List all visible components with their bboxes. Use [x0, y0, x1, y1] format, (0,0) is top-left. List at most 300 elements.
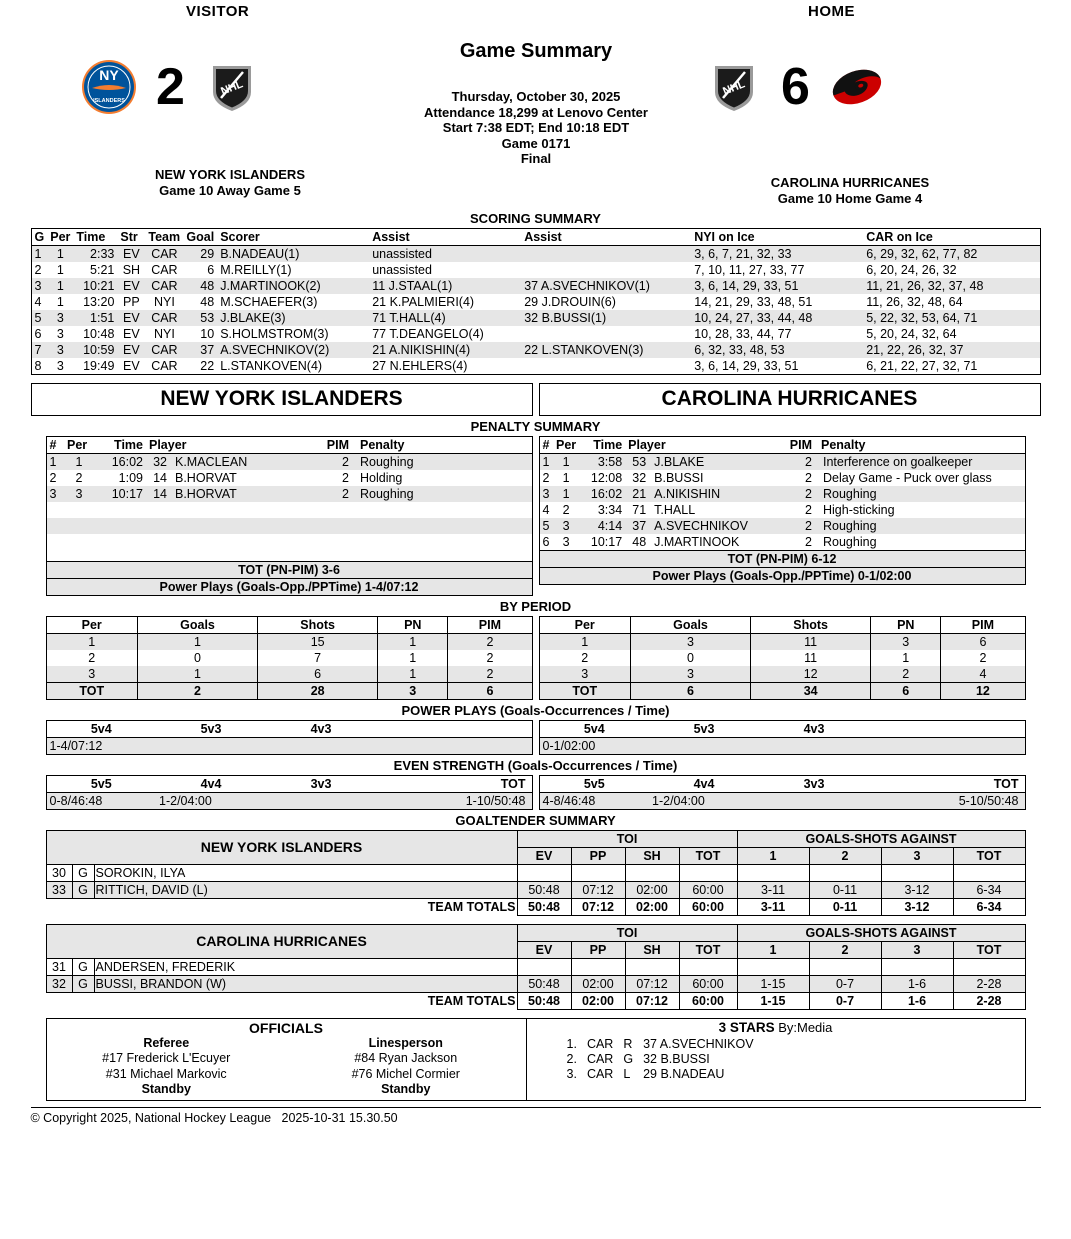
- col-player: Player: [146, 437, 318, 454]
- goalie-p3: [881, 958, 953, 975]
- pp-5v4-home: 0-1/02:00: [539, 737, 649, 754]
- home-team-name: CAROLINA HURRICANES: [770, 175, 930, 190]
- goalie-gtot: [953, 864, 1025, 881]
- by-period-row: [46, 650, 532, 666]
- assist-1: 71 T.HALL(4): [369, 310, 521, 326]
- by-period-pn: 1: [871, 650, 941, 666]
- even-strength-table-home: [539, 775, 1026, 810]
- officials-title: OFFICIALS: [249, 1019, 323, 1036]
- penalty-time: 1:09: [118, 471, 143, 485]
- game-number: Game 0171: [501, 135, 571, 151]
- by-period-pn: 2: [871, 666, 941, 683]
- col-pn: PN: [871, 616, 941, 633]
- penalty-empty-cell: [170, 502, 318, 518]
- penalty-player-number: 53: [632, 455, 647, 469]
- goal-period: 3: [47, 310, 73, 326]
- penalty-player-number: 48: [632, 535, 647, 549]
- svg-text:NHL: NHL: [721, 78, 747, 98]
- referee-label: Referee: [143, 1035, 190, 1050]
- goal-strength: EV: [123, 359, 140, 373]
- goal-strength: SH: [122, 263, 141, 277]
- team-total-ev: 50:48: [517, 992, 571, 1009]
- penalty-player-number: 21: [632, 487, 647, 501]
- goal-team: CAR: [145, 246, 183, 263]
- by-period-total-pn: 6: [871, 682, 941, 699]
- team-total-tot: 60:00: [679, 992, 737, 1009]
- three-stars-by: By:Media: [778, 1019, 833, 1035]
- goalie-p1: [737, 864, 809, 881]
- goalie-gtot: [953, 958, 1025, 975]
- penalty-infraction: Holding: [360, 471, 403, 485]
- penalty-time: 16:02: [590, 487, 623, 501]
- goalie-sh: [625, 958, 679, 975]
- penalty-row: [539, 502, 1025, 518]
- team-total-pp: 07:12: [571, 898, 625, 915]
- by-period-per: 3: [46, 666, 137, 683]
- away-score: 2: [156, 58, 185, 116]
- penalty-time: 12:08: [590, 471, 623, 485]
- penalty-total-away: TOT (PN-PIM) 3-6: [46, 561, 532, 578]
- goal-strength: EV: [117, 342, 145, 358]
- page-header: [0, 0, 1071, 208]
- away-team-games: Game 10 Away Game 5: [159, 183, 301, 198]
- visitor-label: VISITOR: [186, 3, 250, 20]
- linesperson-2: #76 Michel Cormier: [351, 1066, 460, 1081]
- scoring-row: [31, 310, 1040, 326]
- carolina-hurricanes-logo: [828, 58, 886, 116]
- goaltender-summary-title: GOALTENDER SUMMARY: [455, 812, 616, 828]
- linesperson-1: #84 Ryan Jackson: [354, 1051, 458, 1065]
- penalty-period: 1: [75, 455, 83, 469]
- col-time: Time: [579, 437, 625, 454]
- scoring-row: [31, 358, 1040, 375]
- scoring-summary-title: SCORING SUMMARY: [470, 211, 601, 226]
- table-header-row: [46, 775, 532, 792]
- penalty-number: 6: [542, 535, 550, 549]
- by-period-total-goals: 2: [137, 682, 257, 699]
- by-period-table-home: [539, 616, 1026, 700]
- penalty-pim: 2: [805, 519, 812, 533]
- by-period-goals: 1: [137, 633, 257, 650]
- by-period-row: [539, 650, 1025, 666]
- col-assist-2: Assist: [521, 229, 691, 246]
- assist-1: unassisted: [372, 263, 432, 277]
- penalty-total-home: TOT (PN-PIM) 6-12: [539, 551, 1025, 568]
- col-5v3: 5v3: [156, 720, 266, 737]
- penalty-number: 5: [542, 519, 550, 533]
- col-player: Player: [625, 437, 785, 454]
- nyi-on-ice: 3, 6, 14, 29, 33, 51: [691, 278, 863, 294]
- penalty-total-row-away: [46, 561, 532, 578]
- penalty-row: [539, 518, 1025, 534]
- team-total-p3: 1-6: [881, 992, 953, 1009]
- center-info-block: [346, 40, 726, 167]
- col-gsa-tot: TOT: [953, 941, 1025, 958]
- penalty-row: [539, 486, 1025, 502]
- goal-strength: EV: [123, 327, 140, 341]
- generated-timestamp: 2025-10-31 15.30.50: [281, 1110, 398, 1125]
- svg-text:ISLANDERS: ISLANDERS: [93, 98, 125, 104]
- goalie-position: G: [72, 958, 94, 975]
- officials-block: [47, 1019, 527, 1100]
- copyright-text: © Copyright 2025, National Hockey League: [30, 1110, 272, 1125]
- penalty-empty-cell: [46, 534, 64, 550]
- col-4v4: 4v4: [649, 775, 759, 792]
- goalie-name: RITTICH, DAVID (L): [94, 881, 517, 898]
- assist-2: 37 A.SVECHNIKOV(1): [521, 278, 691, 294]
- goalie-ev: [517, 958, 571, 975]
- col-pen-num: #: [539, 437, 553, 454]
- penalty-period: 2: [75, 471, 83, 485]
- goal-strength: EV: [117, 278, 145, 294]
- by-period-per: 2: [46, 650, 137, 666]
- penalty-player-name: K.MACLEAN: [175, 455, 248, 469]
- penalty-number: 2: [542, 471, 550, 485]
- star-rank: 3.: [566, 1066, 577, 1081]
- goaltender-row: [46, 881, 1025, 898]
- goaltender-totals-row: [46, 992, 1025, 1009]
- col-pim: PIM: [941, 616, 1025, 633]
- col-strength: Str: [117, 229, 145, 246]
- penalty-empty-cell: [352, 518, 532, 534]
- banner-home-team: CAROLINA HURRICANES: [539, 383, 1041, 416]
- penalty-total-row-home: [539, 551, 1025, 568]
- assist-2: [521, 246, 691, 263]
- goalie-sh: 07:12: [625, 975, 679, 992]
- scoring-row: [31, 294, 1040, 310]
- goalie-p3: 3-12: [881, 881, 953, 898]
- team-total-p2: 0-7: [809, 992, 881, 1009]
- by-period-pim: 2: [486, 650, 494, 665]
- by-period-row: [539, 666, 1025, 683]
- col-time: Time: [94, 437, 146, 454]
- col-pen-num: #: [46, 437, 64, 454]
- es-tot-away: 1-10/50:48: [376, 792, 532, 809]
- goal-number: 1: [31, 246, 47, 263]
- es-tot-home: 5-10/50:48: [869, 792, 1025, 809]
- col-team: Team: [145, 229, 183, 246]
- penalty-player-number: 71: [632, 503, 647, 517]
- linesperson-column: [286, 1036, 526, 1098]
- penalty-time: 4:14: [597, 519, 623, 533]
- table-header-row: [46, 830, 1025, 847]
- penalty-infraction: Delay Game - Puck over glass: [823, 471, 992, 485]
- by-period-shots: 11: [751, 650, 871, 666]
- goaltender-tables: [46, 830, 1026, 1010]
- by-period-goals: 0: [630, 650, 750, 666]
- scorer-number: 22: [200, 359, 215, 373]
- col-gsa-3: 3: [881, 847, 953, 864]
- scoring-row: [31, 342, 1040, 358]
- penalty-player-name: J.MARTINOOK: [654, 535, 740, 549]
- goalie-name: BUSSI, BRANDON (W): [94, 975, 517, 992]
- penalty-infraction: Interference on goalkeeper: [823, 455, 973, 469]
- goalie-tot: [679, 864, 737, 881]
- es-5v5-away: 0-8/46:48: [46, 792, 156, 809]
- penalty-period: 3: [562, 519, 570, 533]
- referee-1: #17 Frederick L'Ecuyer: [102, 1051, 231, 1065]
- goal-period: 1: [47, 278, 73, 294]
- by-period-total-per: TOT: [46, 682, 137, 699]
- penalty-table-away: [46, 436, 533, 596]
- penalty-player-name: A.NIKISHIN: [654, 487, 721, 501]
- goal-team: CAR: [145, 342, 183, 358]
- home-label: HOME: [808, 3, 855, 20]
- goal-time: 19:49: [83, 359, 115, 373]
- scoring-row: [31, 278, 1040, 294]
- gsa-group-label: GOALS-SHOTS AGAINST: [737, 830, 1025, 847]
- nhl-shield-logo: [705, 58, 763, 116]
- star-position: L: [623, 1066, 631, 1081]
- goal-scorer: A.SVECHNIKOV(2): [217, 342, 369, 358]
- goalie-pp: 07:12: [571, 881, 625, 898]
- goaltender-table-away: [46, 830, 1026, 916]
- penalty-period: 1: [562, 471, 570, 485]
- goalie-p2: 0-11: [809, 881, 881, 898]
- penalty-player-number: 32: [632, 471, 647, 485]
- goal-number: 5: [31, 310, 47, 326]
- penalty-empty-cell: [318, 534, 352, 550]
- col-tot: TOT: [869, 775, 1025, 792]
- star-rank: 1.: [566, 1036, 577, 1051]
- penalty-infraction: Roughing: [360, 455, 414, 469]
- penalty-pim: 2: [805, 535, 812, 549]
- col-4v4: 4v4: [156, 775, 266, 792]
- page-footer: [31, 1107, 1041, 1125]
- by-period-pim: 2: [486, 666, 494, 681]
- goalie-tot: [679, 958, 737, 975]
- assist-2: [521, 358, 691, 375]
- scorer-number: 48: [200, 295, 215, 309]
- by-period-pim: 2: [979, 650, 987, 665]
- goal-strength: EV: [117, 246, 145, 263]
- star-player: 32 B.BUSSI: [643, 1051, 710, 1066]
- goal-number: 7: [31, 342, 47, 358]
- nhl-shield-logo: [203, 58, 261, 116]
- penalty-period: 1: [562, 487, 570, 501]
- col-blank: [869, 720, 1025, 737]
- penalty-empty-cell: [64, 534, 94, 550]
- col-tot: TOT: [376, 775, 532, 792]
- nyi-on-ice: 10, 24, 27, 33, 44, 48: [691, 310, 863, 326]
- by-period-goals: 1: [137, 666, 257, 683]
- goaltender-row: [46, 864, 1025, 881]
- scorer-number: 37: [183, 342, 217, 358]
- goalie-gtot: 2-28: [953, 975, 1025, 992]
- ny-islanders-logo: [80, 58, 138, 116]
- penalty-empty-cell: [146, 534, 170, 550]
- goalie-p2: 0-7: [809, 975, 881, 992]
- by-period-row: [46, 633, 532, 650]
- goal-time: 10:48: [83, 327, 115, 341]
- by-period-total-shots: 34: [751, 682, 871, 699]
- col-scorer: Scorer: [217, 229, 369, 246]
- col-toi-tot: TOT: [679, 847, 737, 864]
- nyi-on-ice: 10, 28, 33, 44, 77: [694, 327, 792, 341]
- by-period-title: BY PERIOD: [499, 598, 572, 614]
- penalty-player-number: 37: [632, 519, 647, 533]
- table-header-row: [46, 616, 532, 633]
- table-row: [46, 737, 532, 754]
- goaltender-row: [46, 958, 1025, 975]
- team-total-gtot: 6-34: [953, 898, 1025, 915]
- by-period-shots: 11: [751, 633, 871, 650]
- svg-text:NY: NY: [99, 67, 119, 83]
- penalty-number: 3: [542, 487, 550, 501]
- col-period: Per: [553, 437, 579, 454]
- team-total-p2: 0-11: [809, 898, 881, 915]
- penalty-player-name: T.HALL: [654, 503, 696, 517]
- penalty-table-home: [539, 436, 1026, 585]
- penalty-player-number: 32: [153, 455, 167, 469]
- goalie-p2: [809, 958, 881, 975]
- assist-1: 77 T.DEANGELO(4): [372, 327, 484, 341]
- goalie-tot: 60:00: [679, 975, 737, 992]
- es-5v5-home: 4-8/46:48: [539, 792, 649, 809]
- assist-2: [521, 326, 691, 342]
- star-team: CAR: [586, 1051, 614, 1066]
- star-team: CAR: [586, 1066, 614, 1081]
- col-gsa-1: 1: [737, 941, 809, 958]
- penalty-player-name: B.HORVAT: [175, 471, 237, 485]
- penalty-pim: 2: [805, 455, 812, 469]
- goal-time: 2:33: [73, 246, 117, 263]
- es-4v4-home: 1-2/04:00: [649, 792, 759, 809]
- goal-number: 4: [34, 295, 42, 309]
- goal-period: 3: [56, 327, 64, 341]
- by-period-shots: 6: [258, 666, 378, 683]
- goaltender-table-home: [46, 924, 1026, 1010]
- col-goals: Goals: [137, 616, 257, 633]
- penalty-player-number: 14: [153, 471, 167, 485]
- scorer-number: 29: [183, 246, 217, 263]
- penalty-time: 3:34: [597, 503, 623, 517]
- away-team-name: NEW YORK ISLANDERS: [155, 167, 305, 182]
- start-end-times: Start 7:38 EDT; End 10:18 EDT: [442, 120, 630, 135]
- goalie-sh: 02:00: [625, 881, 679, 898]
- goalie-name: ANDERSEN, FREDERIK: [94, 958, 517, 975]
- goalie-pp: [571, 958, 625, 975]
- scorer-number: 6: [207, 263, 215, 277]
- col-5v3: 5v3: [649, 720, 759, 737]
- car-on-ice: 11, 21, 26, 32, 37, 48: [863, 278, 1040, 294]
- penalty-player-name: J.BLAKE: [654, 455, 705, 469]
- toi-group-label: TOI: [517, 830, 737, 847]
- col-gsa-2: 2: [809, 847, 881, 864]
- pp-5v3-away: [156, 737, 266, 754]
- assist-1: 21 K.PALMIERI(4): [372, 295, 475, 309]
- penalty-spacer: [46, 550, 532, 561]
- assist-2: 29 J.DROUIN(6): [524, 295, 616, 309]
- star-rank: 2.: [566, 1051, 577, 1066]
- by-period-per: 2: [539, 650, 630, 666]
- goal-strength: EV: [117, 310, 145, 326]
- by-period-goals: 3: [630, 633, 750, 650]
- car-on-ice: 6, 29, 32, 62, 77, 82: [863, 246, 1040, 263]
- by-period-shots: 15: [258, 633, 378, 650]
- penalty-period: 2: [562, 503, 570, 517]
- goal-time: 10:21: [73, 278, 117, 294]
- scorer-number: 48: [183, 278, 217, 294]
- star-position: G: [623, 1051, 634, 1066]
- goalie-team-away: NEW YORK ISLANDERS: [46, 830, 517, 864]
- penalty-number: 1: [542, 455, 550, 469]
- goalie-team-home: CAROLINA HURRICANES: [46, 924, 517, 958]
- pp-blank-away: [376, 737, 532, 754]
- goaltender-totals-row: [46, 898, 1025, 915]
- col-goals: Goals: [630, 616, 750, 633]
- by-period-pn: 3: [871, 633, 941, 650]
- goalie-position: G: [72, 881, 94, 898]
- goalie-gtot: 6-34: [953, 881, 1025, 898]
- gsa-group-label: GOALS-SHOTS AGAINST: [737, 924, 1025, 941]
- by-period-per: 1: [46, 633, 137, 650]
- penalty-infraction: Roughing: [360, 487, 414, 501]
- home-scorebox: [705, 58, 886, 116]
- goal-scorer: J.MARTINOOK(2): [217, 278, 369, 294]
- assist-1: 11 J.STAAL(1): [369, 278, 521, 294]
- star-position: R: [623, 1036, 633, 1051]
- col-assist-1: Assist: [369, 229, 521, 246]
- by-period-table-away: [46, 616, 533, 700]
- scoring-row: [31, 262, 1040, 278]
- by-period-pim: 4: [979, 666, 987, 681]
- penalty-empty-row: [46, 502, 532, 518]
- table-row: [46, 792, 532, 809]
- penalty-empty-cell: [46, 502, 64, 518]
- col-toi-ev: EV: [517, 941, 571, 958]
- penalty-pim: 2: [805, 487, 812, 501]
- penalty-player-name: A.SVECHNIKOV: [654, 519, 748, 533]
- by-period-row: [539, 633, 1025, 650]
- by-period-row: [46, 616, 1026, 700]
- penalty-empty-cell: [94, 518, 146, 534]
- by-period-goals: 3: [630, 666, 750, 683]
- goal-scorer: M.REILLY(1): [220, 263, 292, 277]
- by-period-total-per: TOT: [539, 682, 630, 699]
- by-period-pim: 6: [979, 634, 987, 649]
- table-header-row: [46, 720, 532, 737]
- by-period-total-row: [539, 682, 1025, 699]
- goal-time: 13:20: [83, 295, 115, 309]
- col-toi-pp: PP: [571, 941, 625, 958]
- goal-team: CAR: [145, 310, 183, 326]
- goalie-number: 30: [46, 864, 72, 881]
- even-strength-table-away: [46, 775, 533, 810]
- es-4v4-away: 1-2/04:00: [156, 792, 266, 809]
- col-4v3: 4v3: [266, 720, 376, 737]
- goal-period: 3: [56, 359, 64, 373]
- penalty-player-name: B.HORVAT: [175, 487, 237, 501]
- scoring-row: [31, 246, 1040, 263]
- penalty-number: 1: [49, 455, 57, 469]
- standby-label-referee: Standby: [141, 1082, 191, 1096]
- penalty-time: 3:58: [597, 455, 623, 469]
- goal-team: NYI: [153, 327, 175, 341]
- penalty-pim: 2: [342, 455, 349, 469]
- col-period: Per: [539, 616, 630, 633]
- col-shots: Shots: [751, 616, 871, 633]
- col-shots: Shots: [258, 616, 378, 633]
- table-row: [539, 792, 1025, 809]
- penalty-summary-title: PENALTY SUMMARY: [470, 419, 601, 434]
- penalty-infraction: Roughing: [823, 535, 877, 549]
- goaltender-row: [46, 975, 1025, 992]
- goalie-p1: [737, 958, 809, 975]
- nyi-on-ice: 7, 10, 11, 27, 33, 77: [694, 263, 805, 277]
- goal-team: CAR: [145, 278, 183, 294]
- penalty-empty-cell: [318, 518, 352, 534]
